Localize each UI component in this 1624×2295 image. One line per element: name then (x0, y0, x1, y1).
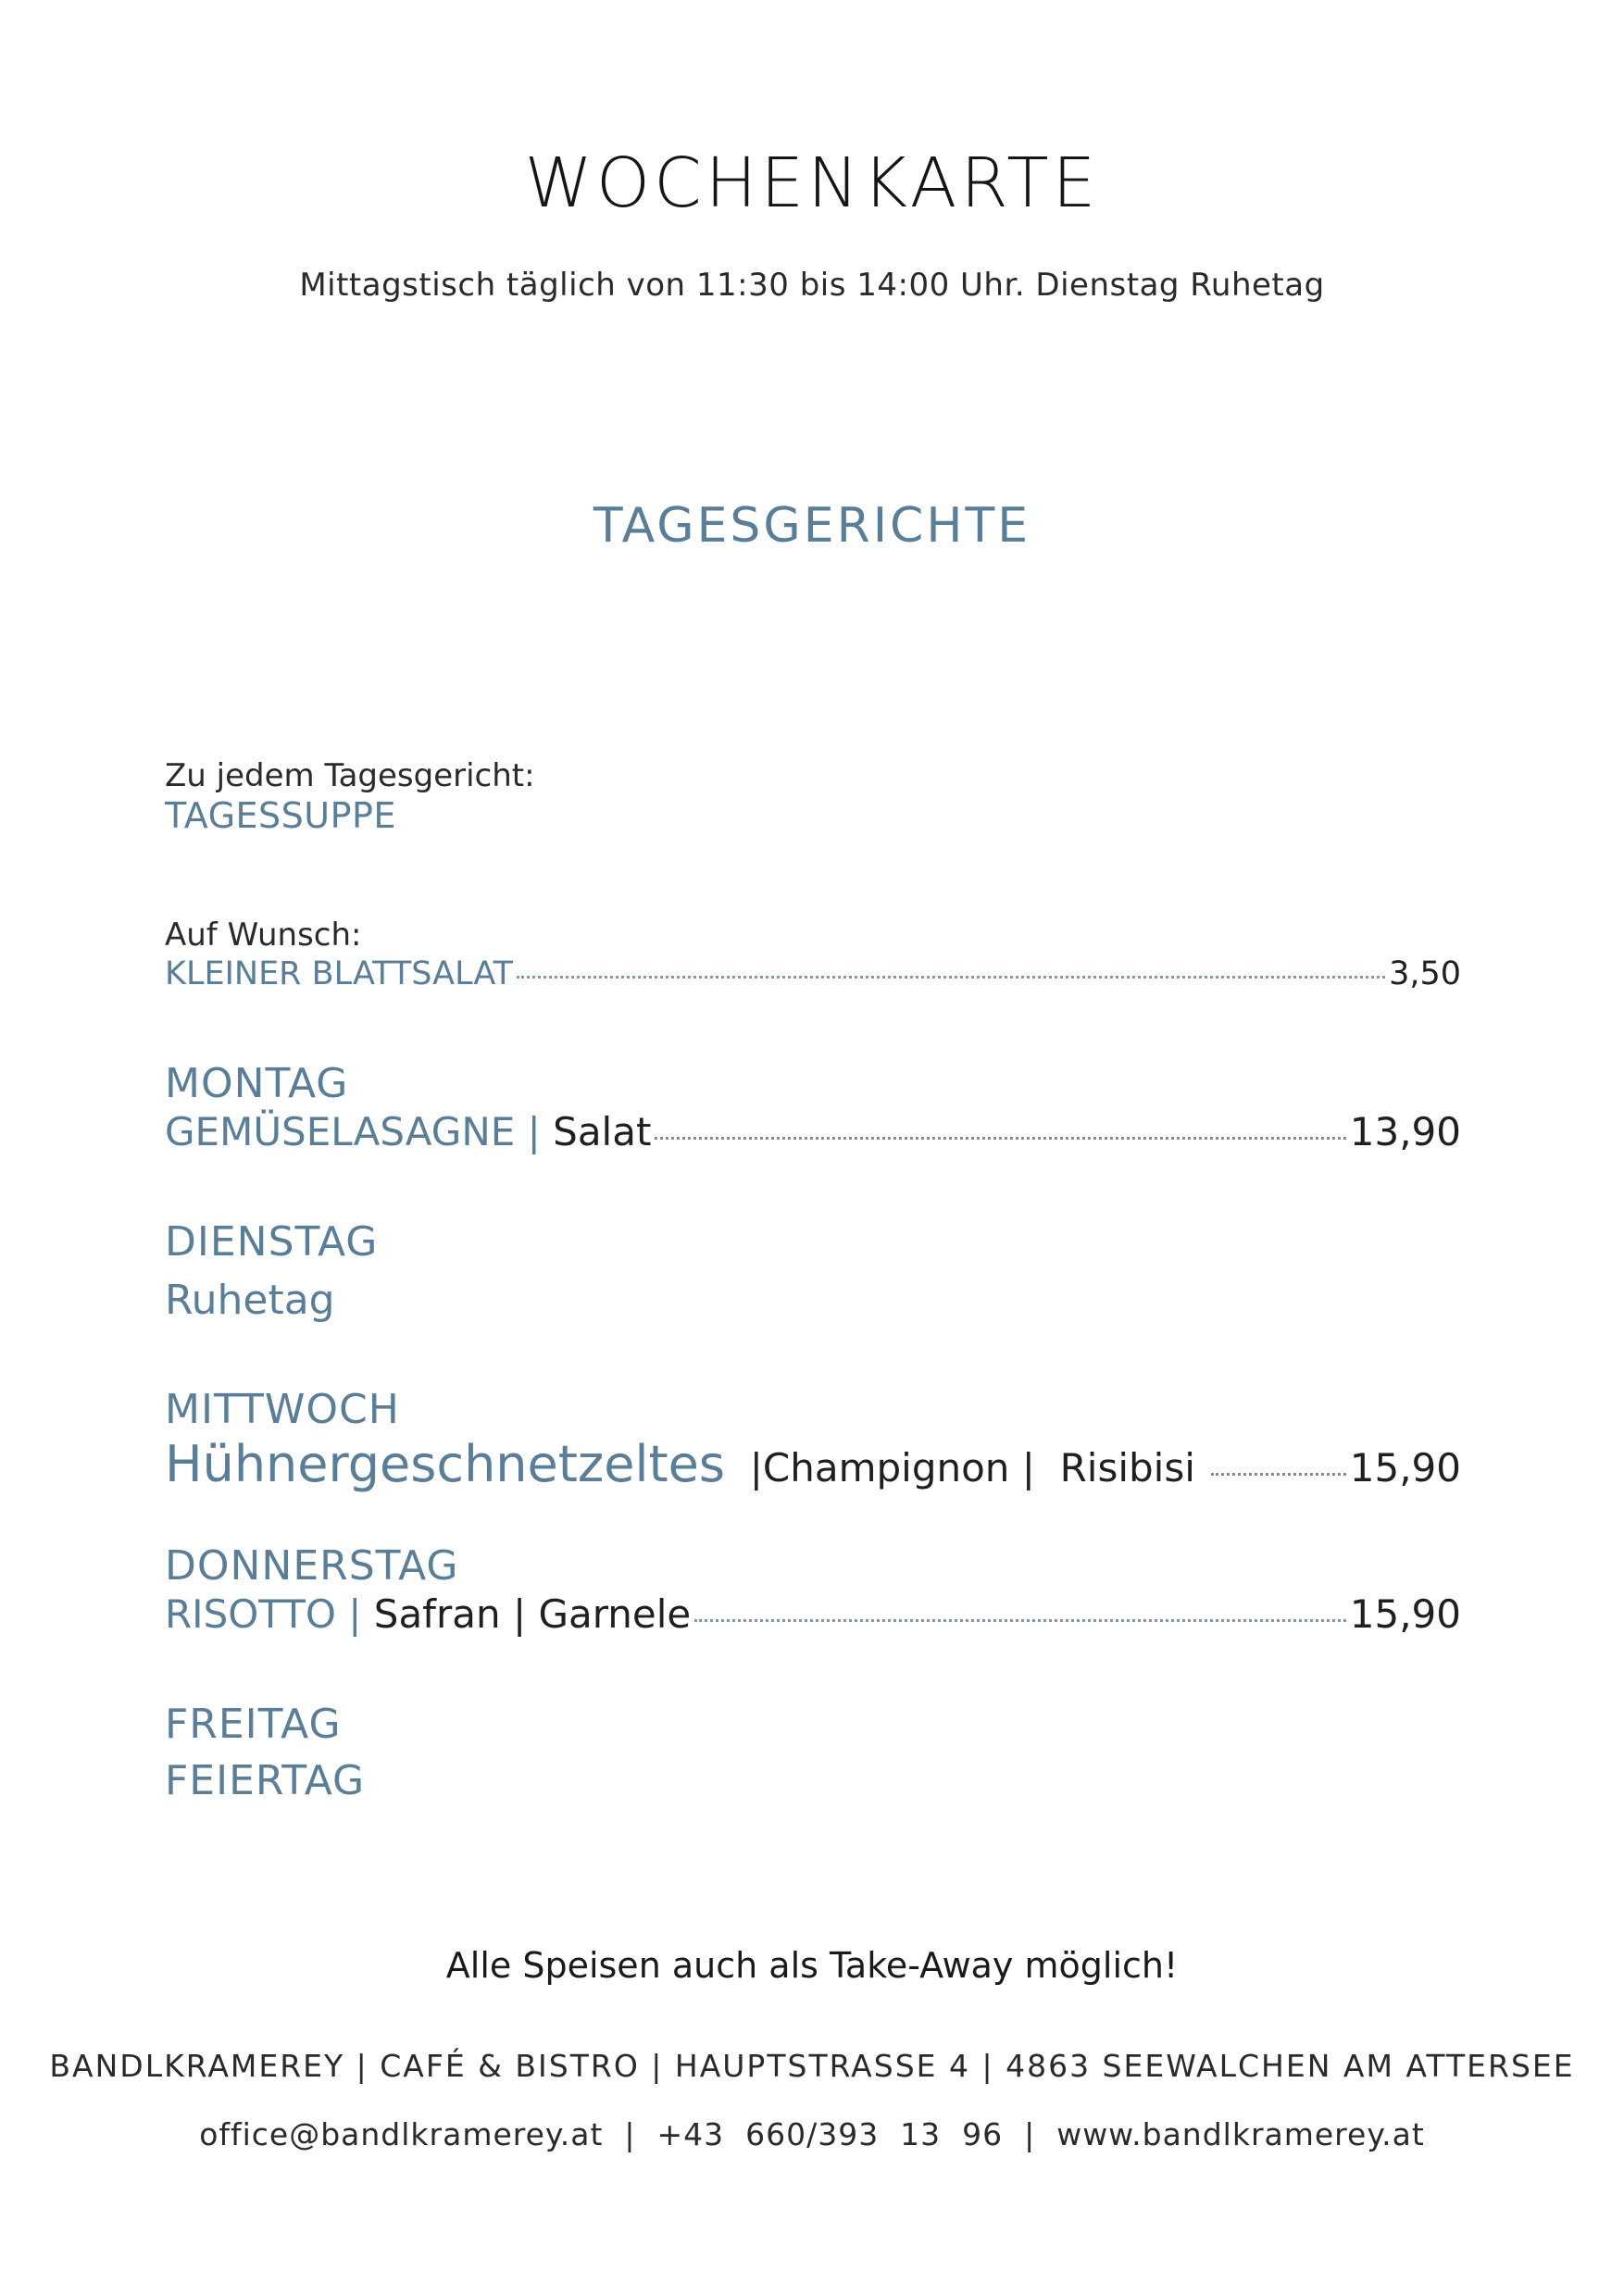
day-label-thursday: DONNERSTAG (165, 1542, 459, 1590)
soup-block (165, 757, 1461, 837)
dish-name-thursday (165, 1591, 691, 1638)
salad-label: Auf Wunsch: (165, 917, 362, 954)
section-title: TAGESGERICHTE (593, 498, 1031, 554)
footer-contact: office@bandlkramerey.at | +43 660/393 13 96 | www.bandlkramerey.at (199, 2116, 1425, 2152)
day-label-friday: FREITAG (165, 1701, 342, 1748)
dot-leader (517, 976, 1385, 979)
dot-leader (1211, 1473, 1346, 1476)
opening-hours: Mittagstisch täglich von 11:30 bis 14:00 Uhr. Dienstag Ruhetag (299, 267, 1325, 304)
day-label-wednesday: MITTWOCH (165, 1386, 400, 1433)
dish-separator: | (335, 1590, 374, 1637)
day-label-monday: MONTAG (165, 1060, 349, 1107)
price-wednesday: 15,90 (1349, 1444, 1461, 1491)
dish-separator: | (515, 1108, 554, 1154)
holiday-note-friday: FEIERTAG (165, 1756, 366, 1804)
dish-name-monday (165, 1109, 651, 1155)
salad-name: KLEINER BLATTSALAT (165, 954, 514, 992)
dish-side-thursday: Safran | Garnele (373, 1590, 692, 1637)
dot-leader (694, 1619, 1346, 1622)
dish-main-monday: GEMÜSELASAGNE (165, 1108, 516, 1154)
salad-price: 3,50 (1389, 954, 1461, 992)
page-title: WOCHENKARTE (524, 143, 1100, 223)
footer-address: BANDLKRAMEREY | CAFÉ & BISTRO | HAUPTSTRASSE 4 | 4863 SEEWALCHEN AM ATTERSEE (49, 2048, 1575, 2084)
dish-side-monday: Salat (553, 1108, 652, 1154)
soup-name: TAGESSUPPE (165, 794, 396, 836)
day-label-tuesday: DIENSTAG (165, 1218, 379, 1266)
dish-side-wednesday: Champignon | Risibisi (762, 1444, 1208, 1491)
takeaway-note: Alle Speisen auch als Take-Away möglich! (445, 1945, 1179, 1986)
soup-label: Zu jedem Tagesgericht: (165, 757, 535, 794)
day-wednesday (165, 1386, 1461, 1495)
dish-row-wednesday (165, 1435, 1461, 1495)
price-thursday: 15,90 (1349, 1590, 1461, 1637)
dish-main-thursday: RISOTTO (165, 1590, 336, 1637)
closed-note-tuesday: Ruhetag (165, 1276, 335, 1324)
salad-block (165, 917, 1461, 993)
day-monday (165, 1060, 1461, 1155)
day-friday (165, 1701, 1461, 1806)
dish-row-monday (165, 1109, 1461, 1155)
day-tuesday (165, 1218, 1461, 1326)
dish-main-wednesday: Hühnergeschnetzeltes (165, 1434, 726, 1493)
dish-separator: | (725, 1444, 763, 1491)
price-monday: 13,90 (1349, 1108, 1461, 1154)
dish-name-wednesday (165, 1435, 1207, 1495)
salad-row (165, 954, 1461, 993)
dish-row-thursday (165, 1591, 1461, 1638)
dot-leader (655, 1137, 1345, 1140)
day-thursday (165, 1542, 1461, 1638)
